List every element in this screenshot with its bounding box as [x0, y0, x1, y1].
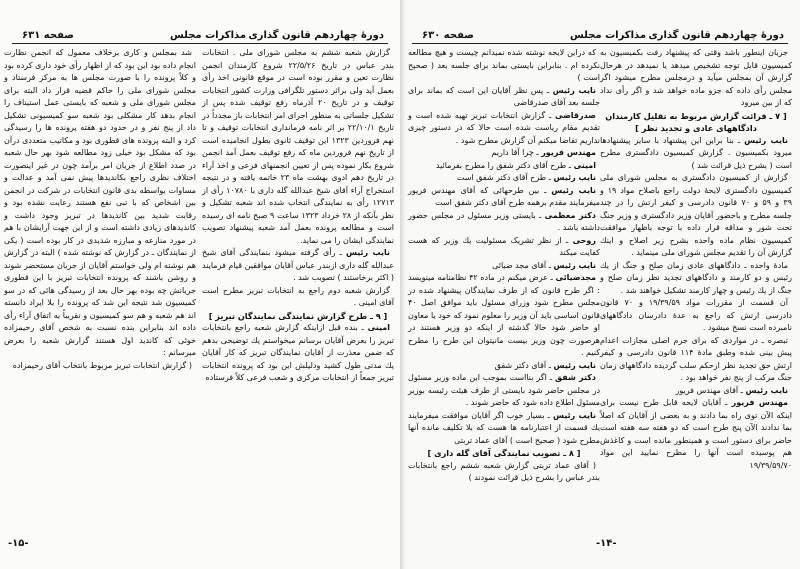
header-page-number: صفحه ۶۳۱: [22, 30, 74, 41]
speaker-name: صدرقاضی: [554, 110, 596, 120]
paragraph: [408, 172, 600, 185]
paragraph-text: گزارش شعبه ششم به مجلس شورای ملی . انتخابات بندر عباس در تاریخ ۲۲/۵/۲۶ شروع کارمندان انجمن نظارت تعین و مقرر بوده است در موقع قانونی اخذ رأی بعمل آید ولی براثر دستور تلگرافی وزارت کشور انتخابات توقیف و در تاریخ ۲۰ آذرماه رفع توقیف شده پس از تشکیل جلساتی به منظور اجرای امر انتخابات باز مجدداً در تاریخ ۲۲/۱۰/۱ بر اثر نامه فرمانداری انتخابات توقیف و تا نهم فروردین ۱۳۲۳ این توقیف ثانوی بطول انجامیده است از تاریخ نهم فروردین ماه که رفع توقیف بعمل آمد انجمن شروع بکار نموده پس از تعیین انجمنهای فرعی و اخذ آراء در تاریخ دهم ادوی بهشت ماه ۲۳ خاتمه یافته و در نتیجه استخراج آراء آقای شیخ عبدالله گله داری با ۱۰۷۸۰ رأی از ۱۲۷۱۳ رأی به نمایندگی انتخاب شده اند شعبه تشکیل و نظر بآنکه از ۲۸ خرداد ۱۳۲۳ ساعت ۹ صبح نامه ای رسیده است و مطالعه پرونده بعمل آمد شعبه پیشنهاد تصویب نمایندگی ایشان را می نماید.: [201, 48, 395, 245]
speaker-name: نایب رئیس: [553, 410, 596, 420]
paragraph-text: ( گزارش انتخابات تبریز مربوط بانتخاب آقای رحیمزاده: [12, 360, 192, 370]
paragraph-text: ـ آقای دکتر شفق: [494, 360, 551, 370]
paragraph: [408, 147, 600, 160]
paragraph-text: تبصره ـ در مواردی که برای جرم اصلی مجازات اعدام پیش بینی شده وطبق مادهٔ ۱۱۴ قانون دادرسی و کیفر ارتش حق تجدید نظر ازحکم سلب گردیده دادگاههای زمان جنگ مرکب از پنج نفر خواهد بود .: [600, 335, 792, 382]
paragraph: [202, 322, 394, 385]
header-title: دورهٔ چهاردهم قانون گذاری: [248, 30, 384, 41]
paragraph: [408, 235, 600, 260]
paragraph: [600, 297, 792, 335]
text-column-left: [4, 47, 196, 372]
paragraph: [408, 210, 600, 235]
speaker-name: امینی: [367, 323, 390, 332]
paragraph: [408, 372, 600, 410]
paragraph-text: گزارش شعبه دوم راجع به انتخابات تبریز مطرح است آقای امینی .: [202, 285, 394, 307]
speaker-name: نایب رئیس: [553, 260, 596, 270]
page-footer-number: -۱۵-: [8, 538, 29, 549]
paragraph: [408, 185, 600, 210]
header-page-number: صفحه ۶۳۰: [422, 30, 474, 41]
paragraph: [202, 247, 394, 285]
paragraph-text: شد بمجلس و کاری برخلاف معمول که انجمن نظارت انجام داده بود این بود که از اظهار رأی خود داری کرده بود و کلاً پرونده را با صورت مجلس ها به مرکز فرستاد و مجلس شورای ملی را حاکم قضیه قرار داد البته برای مجلس شورای ملی و شعبه که بایستی عمل استیناف را انجام بدهد کار مشکلی بود شعبه سو کمیسیونی تشکیل داد از پنج نفر و در حدود دو هفته پرونده ها را رسیدگی کرد و البته پرونده های قطوری بود و مکاتیب متعددی درآن بود که مشکل بود خیلی زود مطالعه شود بهر حال شعبه در صدد اطلاع از جریان امر برآمد چون در غیر اینصورت اختلاف نظری راجع بکاندیدها پیش نمی آمد و عدالت و مساوات بواسطه بدی قانون انتخابات در شرکت در انجمن بین اشخاص که با تبی نفع هستند رعایت نشده بود و رقابت شدید بین کاندیدها در تبریز وجود داشت و کاندیدهای زیادی داشته است و از این جهت آرایشان با هم در مورد منازعه و مبارزه شدیدی در کار بوده است ( یکی از نمایندگان ـ در گزارش که نوشته شده ) البته در گزارش هم نوشته ام ولی خواستم آقایان از جریان مستحضر شوند و روشن باشند که پرونده انتخابات تبریز با این قطوری جریانش چه بوده بهر حال بعد از رسیدگی هائی که در سو کمیسیون شد نتیجه این شد که پرونده را بلا ایراد دانسته اند هم شعبه و هم سو کمیسیون و تقریباً به اتفاق آراء رأی داده اند بنابراین بنده نسبت به شخص آقای رحیمزاده خوئی که کاندید اول هستند گزارش شعبه را بعرض میرسانم :: [4, 48, 196, 357]
paragraph: [600, 260, 792, 298]
paragraph-text: ـ اگر بنااست بموجب این ماده وزیر مسئول در مجلس حاضر شود بایستی از طرف هیئت رئیسه بوزیر مسئول اطلاع داده شود که حاضر شوند .: [408, 373, 600, 407]
paragraph: [600, 47, 792, 110]
speaker-name: نایب رئیس: [553, 360, 596, 370]
section-heading: [ ۸ ـ تصویب نمایندگی آقای گله داری ]: [427, 448, 581, 458]
paragraph-text: ـ پس نظر آقایان این است که بماند برای جلسه بعد آقای صدرقاضی: [408, 85, 600, 107]
paragraph-text: ـ طرح آقای دکتر شفق را مطرح بفرمائید: [435, 160, 572, 170]
paragraph-text: ـ آقایان لایحه قابل طرح نیست برای اینکه الآن توی راه بما دادند و به بعضی از آقایان که اصلاً بما ندادند الآن پنج طرح است که دو هفته سه هفته است حاضر برای دستور است و همینطور مانده است و کاغذش هم پوسیده است آنها را مطرح نمایید این مواد ۱۹/۳۹/۵۹/۷۰: [600, 398, 792, 470]
paragraph: [408, 85, 600, 110]
paragraph: [408, 260, 600, 273]
paragraph: [408, 360, 600, 373]
paragraph-text: گزارش از کمیسیون دادگستری به مجلس شورای ملی کمیسیون دادگستری لایحهٔ دولت راجع باصلاح مواد ۱۹ و ۳۹ و ۵۹ و ۷۰ قانون دادرسی و کیفر ارتش را در چند جلسه مطرح و باحضور آقایان وزیر دادگستری و وزیر جنگ تحت شور و مداقه قرار داده با توجه باظهار موافقت کمیسیون نظام ماده واحده بشرح زیر اصلاح و اینك گزارش آن را تقدیم مجلس شورای ملی مینماید .: [600, 173, 793, 257]
paragraph: [600, 385, 792, 398]
paragraph-text: ( آقای عماد تربتی گزارش شعبه ششم راجع بانتخابات بندر عباس را بشرح ذیل قرائت نمودند ): [408, 460, 600, 482]
paragraph-text: ـ رأی گرفته میشود بنمایندگی آقای شیخ عبدالله گله داری ازبندر عباس آقایان موافقین قیام فرمایند ( اکثر برخاستند ) تصویب شد .: [202, 248, 394, 282]
paragraph: [408, 410, 600, 448]
paragraph-text: ـ بسیار خوب اگر آقایان موافقت میفرمایند یك قسمت از اعتبارنامه ها هست که بلا تکلیف مانده آنها مطرح شود ( صحیح است ) آقای عماد تربتی: [408, 410, 600, 445]
paragraph: [4, 47, 196, 360]
paragraph-text: ـ از نظر تشریک مسئولیت یك وزیر که هست کفایت میکند: [408, 235, 600, 257]
paragraph-text: ـ آقای مجد ضیائی: [492, 260, 551, 270]
page-header: [412, 27, 788, 44]
paragraph: [408, 160, 600, 173]
speaker-name: مجدضیائی: [555, 273, 596, 282]
speaker-name: امینی: [573, 160, 596, 170]
paragraph: [408, 460, 600, 485]
text-column-right: [202, 47, 394, 385]
speaker-name: مهندس فریور: [731, 398, 788, 407]
speaker-name: نایب رئیس: [552, 85, 596, 95]
page-footer-number: -۱۴-: [596, 538, 617, 549]
speaker-name: نایب رئیس: [345, 248, 391, 257]
section-heading: [ ۹ ـ طرح گزارش نمایندگی نمایندگان تبریز ]: [208, 310, 388, 321]
speaker-name: نایب رئیس: [745, 385, 788, 395]
speaker-name: دکتر معظمی: [544, 210, 596, 220]
speaker-name: نایب رئیس: [744, 135, 788, 145]
paragraph: [600, 397, 792, 472]
paragraph-text: ـ بنده قبل ازاینکه گزارش شعبه راجع بانتخابات تبریز را بعرض آقایان برسانم میخواستم یك توضیحی بدهم که ضمن معذرت از آقایان نمایندگان تبریز که کار آقایان یك مدتی طول کشید ودلیلش این بود که پرونده انتخابات تبریز جمعاً از انتخابات مرکزی و شعب فرعی کلاً فرستاده: [202, 323, 394, 382]
paragraph: [600, 135, 792, 173]
paragraph: [408, 47, 600, 85]
paragraph-text: ـ بایستی وزیر مسئول در مجلس حضور داشته باشد .: [408, 210, 600, 232]
text-column-left: [408, 47, 600, 485]
paragraph-text: ـ بین طرحهائی که آقای مهندس فریور میفرمایند مقدم برهمه طرح آقای دکتر شفق است: [408, 185, 600, 207]
right-page: [400, 0, 800, 569]
paragraph: [600, 335, 792, 385]
header-section: مذاکرات مجلس: [170, 30, 247, 41]
paragraph: [408, 272, 600, 360]
speaker-name: روحی: [572, 235, 596, 245]
header-title: دورهٔ چهاردهم قانون گذاری: [648, 30, 784, 41]
speaker-name: مهندس فریور: [541, 148, 596, 157]
speaker-name: نایب رئیس: [553, 173, 596, 182]
paragraph: [600, 172, 792, 260]
paragraph-text: ـ آقای مهندس فریور: [675, 385, 743, 395]
header-section: مذاکرات مجلس: [570, 30, 647, 41]
paragraph: [202, 285, 394, 310]
book-gutter: [400, 0, 406, 569]
paragraph: [408, 110, 600, 148]
paragraph-text: ـ گزارش انتخابات تبریز تهیه شده است و تقدیم مقام ریاست شده است حالا که در دستور چیزی نداریم تقاضا میکنم آن گزارش مطرح شود .: [408, 110, 600, 145]
paragraph-text: که دراین لایحه نوشته شده نمیدانم چیست و هیچ مطالعه نکرده ام . بنابراین بایستی بماند برای جلسه بعد ( صحیح است ): [408, 48, 600, 82]
speaker-name: دکتر شفق: [555, 373, 597, 382]
paragraph-text: ـ بنا براین این پیشنهاد با سایر پیشنهادها میرود بکمیسیون . گزارش کمیسیون دادگستری مطرح است ( بشرح ذیل قرائت شد ): [600, 135, 792, 170]
paragraph-text: آن قسمت از مقررات مواد ۱۹/۳۹/۵۹ و ۷۰ قانون دادرسی ارتش که راجع به عدهٔ دادرسان دادگاههای نامبرده است نسخ میشود .: [600, 298, 792, 332]
speaker-name: نایب رئیس: [551, 185, 596, 195]
paragraph-text: جریان اینطور باشد وقتی که پیشنهاد رفت بکمیسیون به کمیسیون قابل توجه تشخیص میدهد یا نمیدهد در هرحال گزارش آن بمجلس میآید و درمجلس مطرح میشود اگر مجلس رأی داده که جزو ماده خواهد شد و اگر رأی نداد که از بین میرود: [600, 48, 792, 107]
section-heading: [ ۷ ـ قرائت گزارش مربوط به تقلیل کارمندان دادگاههای عادی و تجدید نظر ]: [605, 110, 787, 133]
paragraph-text: ـ عرض میکنم در ماده ۴۲ نظامنامه مینویسد : اگر طرح قانون که از طرف نمایندگان پیشنهاد شده در مجلس مطرح شود وزرای مسئول باید موافق اصل ۴۰ قانون اساسی باید آن وزیر را معلوم نمود که خود یا معاون او حاضر شود حالا گذشته از اینکه دو وزیر هستند در هرصورت چون وزیر بیست مانیتوان این طرح را مطرح کنیم .: [408, 273, 600, 357]
page-header: [12, 27, 388, 44]
text-column-right: [600, 47, 792, 472]
paragraph-text: مادهٔ واحده ـ دادگاههای عادی زمان صلح و جنگ از یك رئیس و دو کارمند و دادگاههای تجدید نظر زمان صلح و جنگ از یك رئیس و چهار کارمند تشکیل خواهند شد .: [600, 260, 792, 295]
paragraph-text: ـ طرح آقای دکتر شفق است: [456, 173, 551, 182]
paragraph: [202, 47, 394, 247]
paragraph: [4, 360, 196, 373]
paragraph-text: ـ چرا آقا داریم: [491, 148, 539, 157]
